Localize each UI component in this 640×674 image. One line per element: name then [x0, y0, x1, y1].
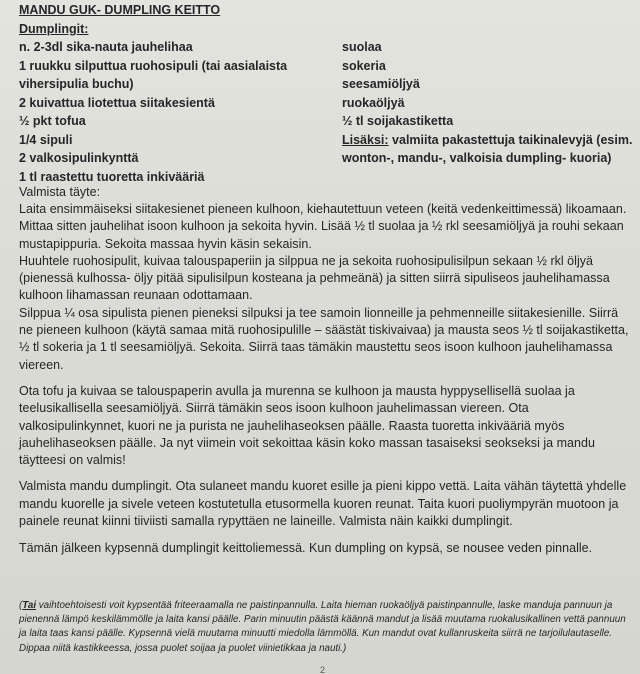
instruction-paragraph: Ota tofu ja kuivaa se talouspaperin avulla ja murenna se kulhoon ja mausta hyppysellisellä suolaa ja teelusikallisella seesamiöljyä. Siirrä tämäkin seos isoon kulhoon jauhelimassan viereen. Ota valkosipulinkynnet, kuori ne ja purista ne jauhelihaseoksen päälle. Raasta tuoretta inkivääriä myös jauhelihaseoksen päälle. Ja nyt viimein voit sekoittaa käsin koko massan tasaiseksi seokseksi ja mandu täytteesi on valmis! — [19, 383, 595, 468]
extra-label: Lisäksi: — [342, 132, 389, 147]
instruction-paragraph: Tämän jälkeen kypsennä dumplingit keittoliemessä. Kun dumpling on kypsä, se nousee veden pinnalle. — [19, 541, 593, 556]
ingredient-item: ruokaöljyä — [342, 95, 405, 110]
ingredient-item: n. 2-3dl sika-nauta jauhelihaa — [19, 40, 193, 54]
ingredient-item: seesamiöljyä — [342, 77, 420, 91]
note-text: vaihtoehtoisesti voit kypsentää friteeraamalla ne paistinpannulla. Laita hieman ruokaöljyä paistinpannulle, laske manduja pannuun ja pienennä lämpö keskilämmölle ja laita kansi päälle. Parin minuutin päästä käännä mandut ja lisää muutama ruokalusikallinen vettä pannuun ja laita taas kansi päälle. Kypsennä vielä muutama minuutti miedolla lämmöllä. Kun mandut ovat kullanruskeita siirrä ne tarjoilulautaselle. Dippaa niitä kastikkeessa, jossa puolet soijaa ja puolet viinietikkaa ja nauti. — [19, 600, 626, 654]
ingredient-item: ½ tl soijakastiketta — [342, 114, 454, 128]
extra-ingredients-cont: wonton-, mandu-, valkoisia dumpling- kuoria) — [342, 151, 612, 165]
ingredient-item: suolaa — [342, 40, 382, 54]
instruction-paragraph: Laita ensimmäiseksi siitakesienet pieneen kulhoon, kiehautettuun veteen (keitä vedenkeittimessä) likoamaan. Mittaa sitten jauhelihat isoon kulhoon ja sekoita hyvin. Lisää ½ tl suolaa ja ½ rkl seesamiöljyä ja rouhi sekaan mustapippuria. Sekoita massaa hyvin käsin sekaisin. — [19, 202, 627, 251]
instruction-paragraph: Valmista mandu dumplingit. Ota sulaneet mandu kuoret esille ja pieni kippo vettä. Laita vähän täytettä yhdelle mandu kuorelle ja sivele veteen kostutetulla etusormella kuoren reunat. Taita kuori puoliympyrän muotoon ja painele reunat kiinni tiiviisti samalla rypyttäen ne laineille. Valmista näin kaikki dumplingit. — [19, 479, 627, 529]
ingredient-list-right — [342, 38, 637, 168]
ingredient-item: 2 valkosipulinkynttä — [19, 151, 139, 165]
frying-note: (Tai vaihtoehtoisesti voit kypsentää friteeraamalla ne paistinpannulla. Laita hieman ruokaöljyä paistinpannulle, laske manduja pannuun ja pienennä lämpö keskilämmölle ja laita kansi päälle. Parin minuutin päästä käännä mandut ja lisää muutama ruokalusikallinen vettä pannuun ja laita taas kansi päälle. Kypsennä vielä muutama minuutti miedolla lämmöllä. Kun mandut ovat kullanruskeita siirrä ne tarjoilulautaselle. Dippaa niitä kastikkeessa, jossa puolet soijaa ja puolet viinietikkaa ja nauti.) — [19, 600, 626, 654]
ingredient-item: vihersipulia buchu) — [19, 77, 134, 91]
ingredient-item: sokeria — [342, 58, 386, 73]
ingredient-item: 1/4 sipuli — [19, 132, 73, 147]
ingredient-list-left — [19, 38, 349, 186]
filling-heading: Valmista täyte: — [19, 185, 101, 199]
note-label: Tai — [22, 600, 37, 611]
instruction-paragraph: Silppua ¼ osa sipulista pienen pieneksi silpuksi ja tee samoin lionneille ja pehmenneille siitakesienille. Siirrä ne pieneen kulhoon (käytä samaa mitä ruohosipulille – säästät tiskivaivaa) ja mausta seos ½ tl soijakastiketta, ½ tl sokeria ja 1 tl seesamiöljyä. Sekoita. Siirrä taas tämäkin maustettu seos isoon kulhoon jauhelihamassa viereen. — [19, 305, 629, 372]
page-number: 2 — [320, 665, 326, 674]
ingredient-item: 1 tl raastettu tuoretta inkivääriä — [19, 169, 205, 184]
extra-text: valmiita pakastettuja taikinalevyjä (esim. — [388, 132, 633, 147]
recipe-title: MANDU GUK- DUMPLING KEITTO — [19, 3, 221, 17]
instructions — [19, 201, 631, 558]
ingredient-item: 1 ruukku silputtua ruohosipuli (tai aasialaista — [19, 58, 288, 73]
extra-ingredients — [342, 131, 637, 150]
ingredient-item: 2 kuivattua liotettua siitakesientä — [19, 95, 215, 110]
section-heading-dumplings: Dumplingit: — [19, 22, 89, 36]
instruction-paragraph: Huuhtele ruohosipulit, kuivaa talouspaperiin ja silppua ne ja sekoita ruohosipulisilpun sekaan ½ rkl öljyä (pienessä kulhossa- öljy pitää sipulisilpun kosteana ja pehmeänä) ja sitten siirrä sipuliseos jauhelihamassa kulhoon lihamassan reunaan odottamaan. — [19, 253, 610, 303]
ingredient-item: ½ pkt tofua — [19, 114, 86, 128]
